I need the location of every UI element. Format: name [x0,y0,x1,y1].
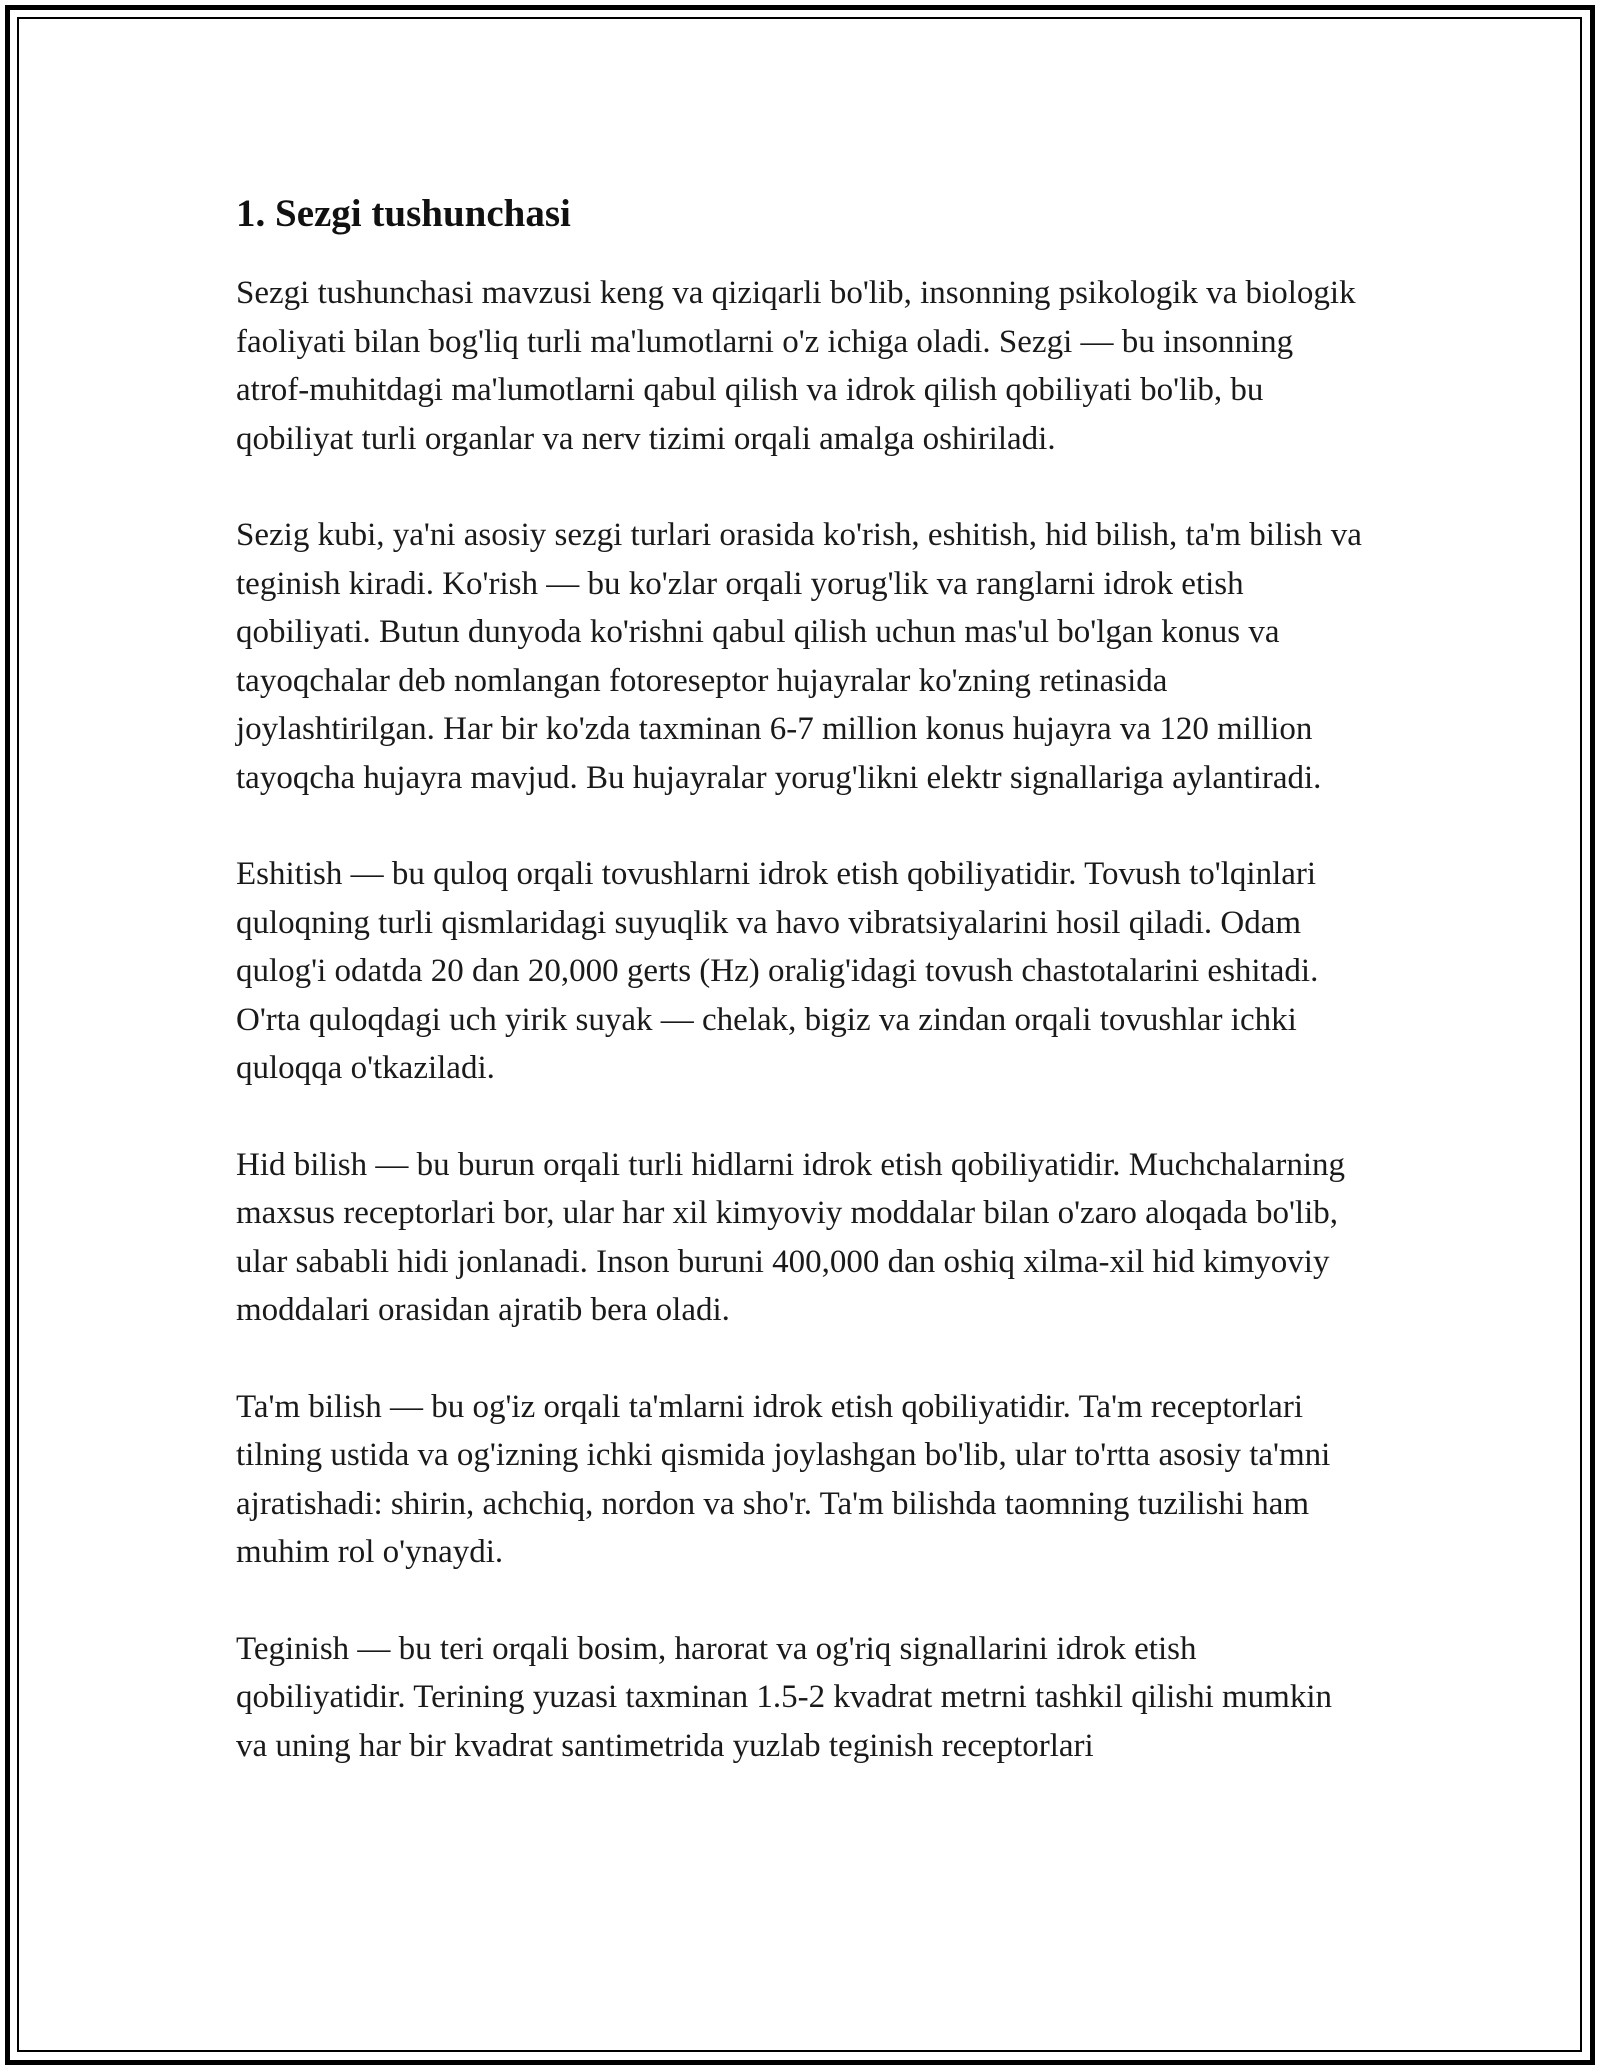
paragraph-touch: Teginish — bu teri orqali bosim, harorat va og'riq signallarini idrok etish qobiliyatidir. Terining yuzasi taxminan 1.5-2 kvadrat metrni tashkil qilishi mumkin va uning har bir kvadrat santimetrida yuzlab teginish receptorlari [236,1630,1333,1764]
section-heading: 1. Sezgi tushunchasi [236,192,571,235]
paragraph-smell: Hid bilish — bu burun orqali turli hidlarni idrok etish qobiliyatidir. Muchchalarning maxsus receptorlari bor, ular har xil kimyoviy moddalar bilan o'zaro aloqada bo'lib, ular sababli hidi jonlanadi. Inson buruni 400,000 dan oshiq xilma-xil hid kimyoviy moddalari orasidan ajratib bera oladi. [236,1146,1346,1328]
paragraph-taste: Ta'm bilish — bu og'iz orqali ta'mlarni idrok etish qobiliyatidir. Ta'm receptorlari tilning ustida va og'izning ichki qismida joylashgan bo'lib, ular to'rtta asosiy ta'mni ajratishadi: shirin, achchiq, nordon va sho'r. Ta'm bilishda taomning tuzilishi ham muhim rol o'ynaydi. [236,1388,1331,1570]
paragraph-hearing: Eshitish — bu quloq orqali tovushlarni idrok etish qobiliyatidir. Tovush to'lqinlari quloqning turli qismlaridagi suyuqlik va havo vibratsiyalarini hosil qiladi. Odam qulog'i odatda 20 dan 20,000 gerts (Hz) oralig'idagi tovush chastotalarini eshitadi. O'rta quloqdagi uch yirik suyak — chelak, bigiz va zindan orqali tovushlar ichki quloqqa o'tkaziladi. [236,856,1319,1086]
paragraph-intro: Sezgi tushunchasi mavzusi keng va qiziqarli bo'lib, insonning psikologik va biologik faoliyati bilan bog'liq turli ma'lumotlarni o'z ichiga oladi. Sezgi — bu insonning atrof-muhitdagi ma'lumotlarni qabul qilish va idrok qilish qobiliyati bo'lib, bu qobiliyat turli organlar va nerv tizimi orqali amalga oshiriladi. [236,275,1356,457]
document-body [236,188,1366,1770]
paragraph-vision: Sezig kubi, ya'ni asosiy sezgi turlari orasida ko'rish, eshitish, hid bilish, ta'm bilish va teginish kiradi. Ko'rish — bu ko'zlar orqali yorug'lik va ranglarni idrok etish qobiliyati. Butun dunyoda ko'rishni qabul qilish uchun mas'ul bo'lgan konus va tayoqchalar deb nomlangan fotoreseptor hujayralar ko'zning retinasida joylashtirilgan. Har bir ko'zda taxminan 6-7 million konus hujayra va 120 million tayoqcha hujayra mavjud. Bu hujayralar yorug'likni elektr signallariga aylantiradi. [236,517,1362,796]
